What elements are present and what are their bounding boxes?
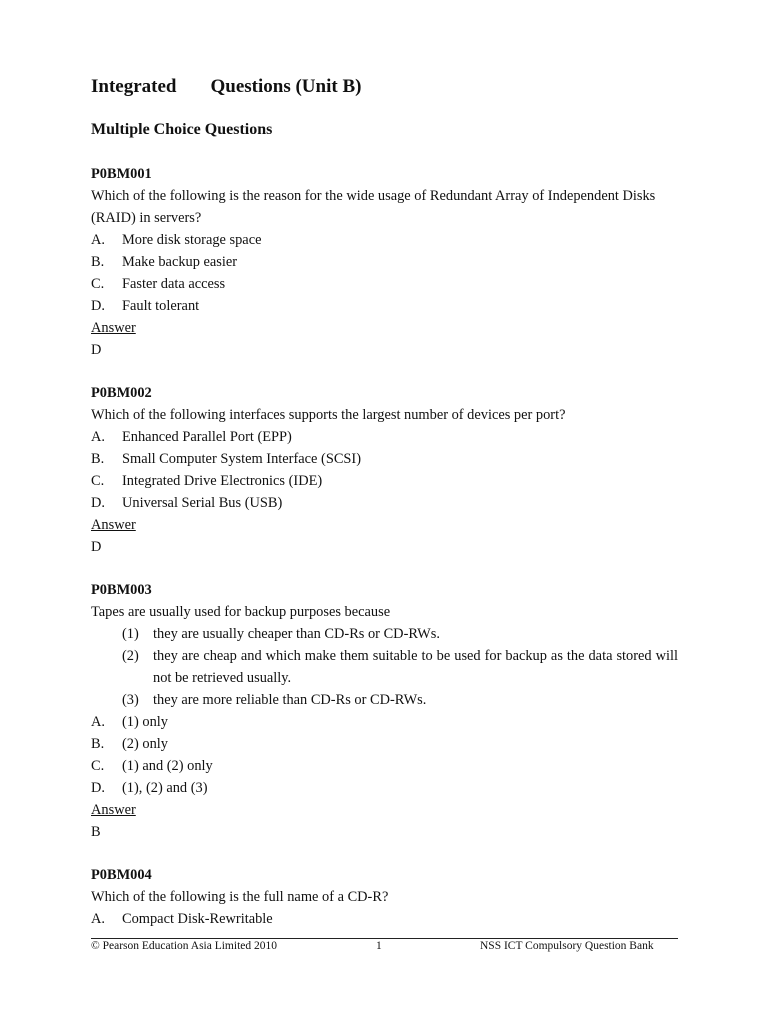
question-code: P0BM003 — [91, 582, 152, 598]
option-text: (2) only — [122, 736, 168, 752]
statement-text: they are more reliable than CD-Rs or CD-RWs. — [153, 692, 427, 708]
option-text: Universal Serial Bus (USB) — [122, 495, 283, 511]
option-letter: D. — [91, 495, 105, 511]
option-c — [91, 273, 225, 295]
option-letter: D. — [91, 780, 105, 796]
option-b — [91, 448, 361, 470]
option-b — [91, 251, 237, 273]
option-text: (1) only — [122, 714, 168, 730]
answer-label: Answer — [91, 802, 136, 818]
statement-number: (1) — [122, 626, 139, 642]
title-part-2: Questions (Unit B) — [210, 76, 362, 97]
option-text: Fault tolerant — [122, 298, 200, 314]
option-letter: B. — [91, 254, 105, 270]
option-a — [91, 229, 261, 251]
answer-label: Answer — [91, 320, 136, 336]
option-letter: C. — [91, 473, 105, 489]
option-letter: A. — [91, 714, 105, 730]
option-a — [91, 426, 292, 448]
option-letter: D. — [91, 298, 105, 314]
option-letter: A. — [91, 429, 105, 445]
answer-value: B — [91, 824, 101, 840]
page-title — [91, 76, 361, 98]
footer-copyright: © Pearson Education Asia Limited 2010 — [91, 940, 277, 952]
option-letter: B. — [91, 451, 105, 467]
option-letter: C. — [91, 758, 105, 774]
option-text: Small Computer System Interface (SCSI) — [122, 451, 362, 467]
question-code: P0BM002 — [91, 385, 152, 401]
question-text: Tapes are usually used for backup purposes because — [91, 604, 391, 620]
title-part-1: Integrated — [91, 76, 177, 97]
option-d — [91, 777, 208, 799]
footer-page-number: 1 — [376, 940, 382, 952]
option-text: Compact Disk-Rewritable — [122, 911, 273, 927]
question-text: Which of the following is the reason for the wide usage of Redundant Array of Independent Disks (RAID) in servers? — [91, 188, 656, 226]
option-c — [91, 755, 213, 777]
statement-text: they are cheap and which make them suitable to be used for backup as the data stored will not be retrieved usually. — [153, 648, 678, 686]
question-code: P0BM001 — [91, 166, 152, 182]
option-letter: A. — [91, 232, 105, 248]
answer-value: D — [91, 342, 102, 358]
option-a — [91, 908, 273, 930]
option-d — [91, 492, 282, 514]
footer-divider — [91, 938, 678, 939]
option-letter: C. — [91, 276, 105, 292]
option-text: Integrated Drive Electronics (IDE) — [122, 473, 323, 489]
option-text: Faster data access — [122, 276, 226, 292]
statement-number: (3) — [122, 692, 139, 708]
option-text: (1) and (2) only — [122, 758, 213, 774]
option-c — [91, 470, 322, 492]
option-text: Make backup easier — [122, 254, 238, 270]
answer-label: Answer — [91, 517, 136, 533]
question-text: Which of the following is the full name of a CD-R? — [91, 889, 389, 905]
question-code: P0BM004 — [91, 867, 152, 883]
section-subtitle: Multiple Choice Questions — [91, 121, 273, 138]
question-text: Which of the following interfaces supports the largest number of devices per port? — [91, 407, 566, 423]
option-text: Enhanced Parallel Port (EPP) — [122, 429, 292, 445]
option-a — [91, 711, 168, 733]
option-text: (1), (2) and (3) — [122, 780, 208, 796]
footer-bank-name: NSS ICT Compulsory Question Bank — [480, 940, 654, 952]
option-text: More disk storage space — [122, 232, 262, 248]
answer-value: D — [91, 539, 102, 555]
statement-number: (2) — [122, 648, 139, 664]
option-letter: A. — [91, 911, 105, 927]
option-letter: B. — [91, 736, 105, 752]
statement-text: they are usually cheaper than CD-Rs or CD-RWs. — [153, 626, 440, 642]
option-b — [91, 733, 168, 755]
option-d — [91, 295, 199, 317]
